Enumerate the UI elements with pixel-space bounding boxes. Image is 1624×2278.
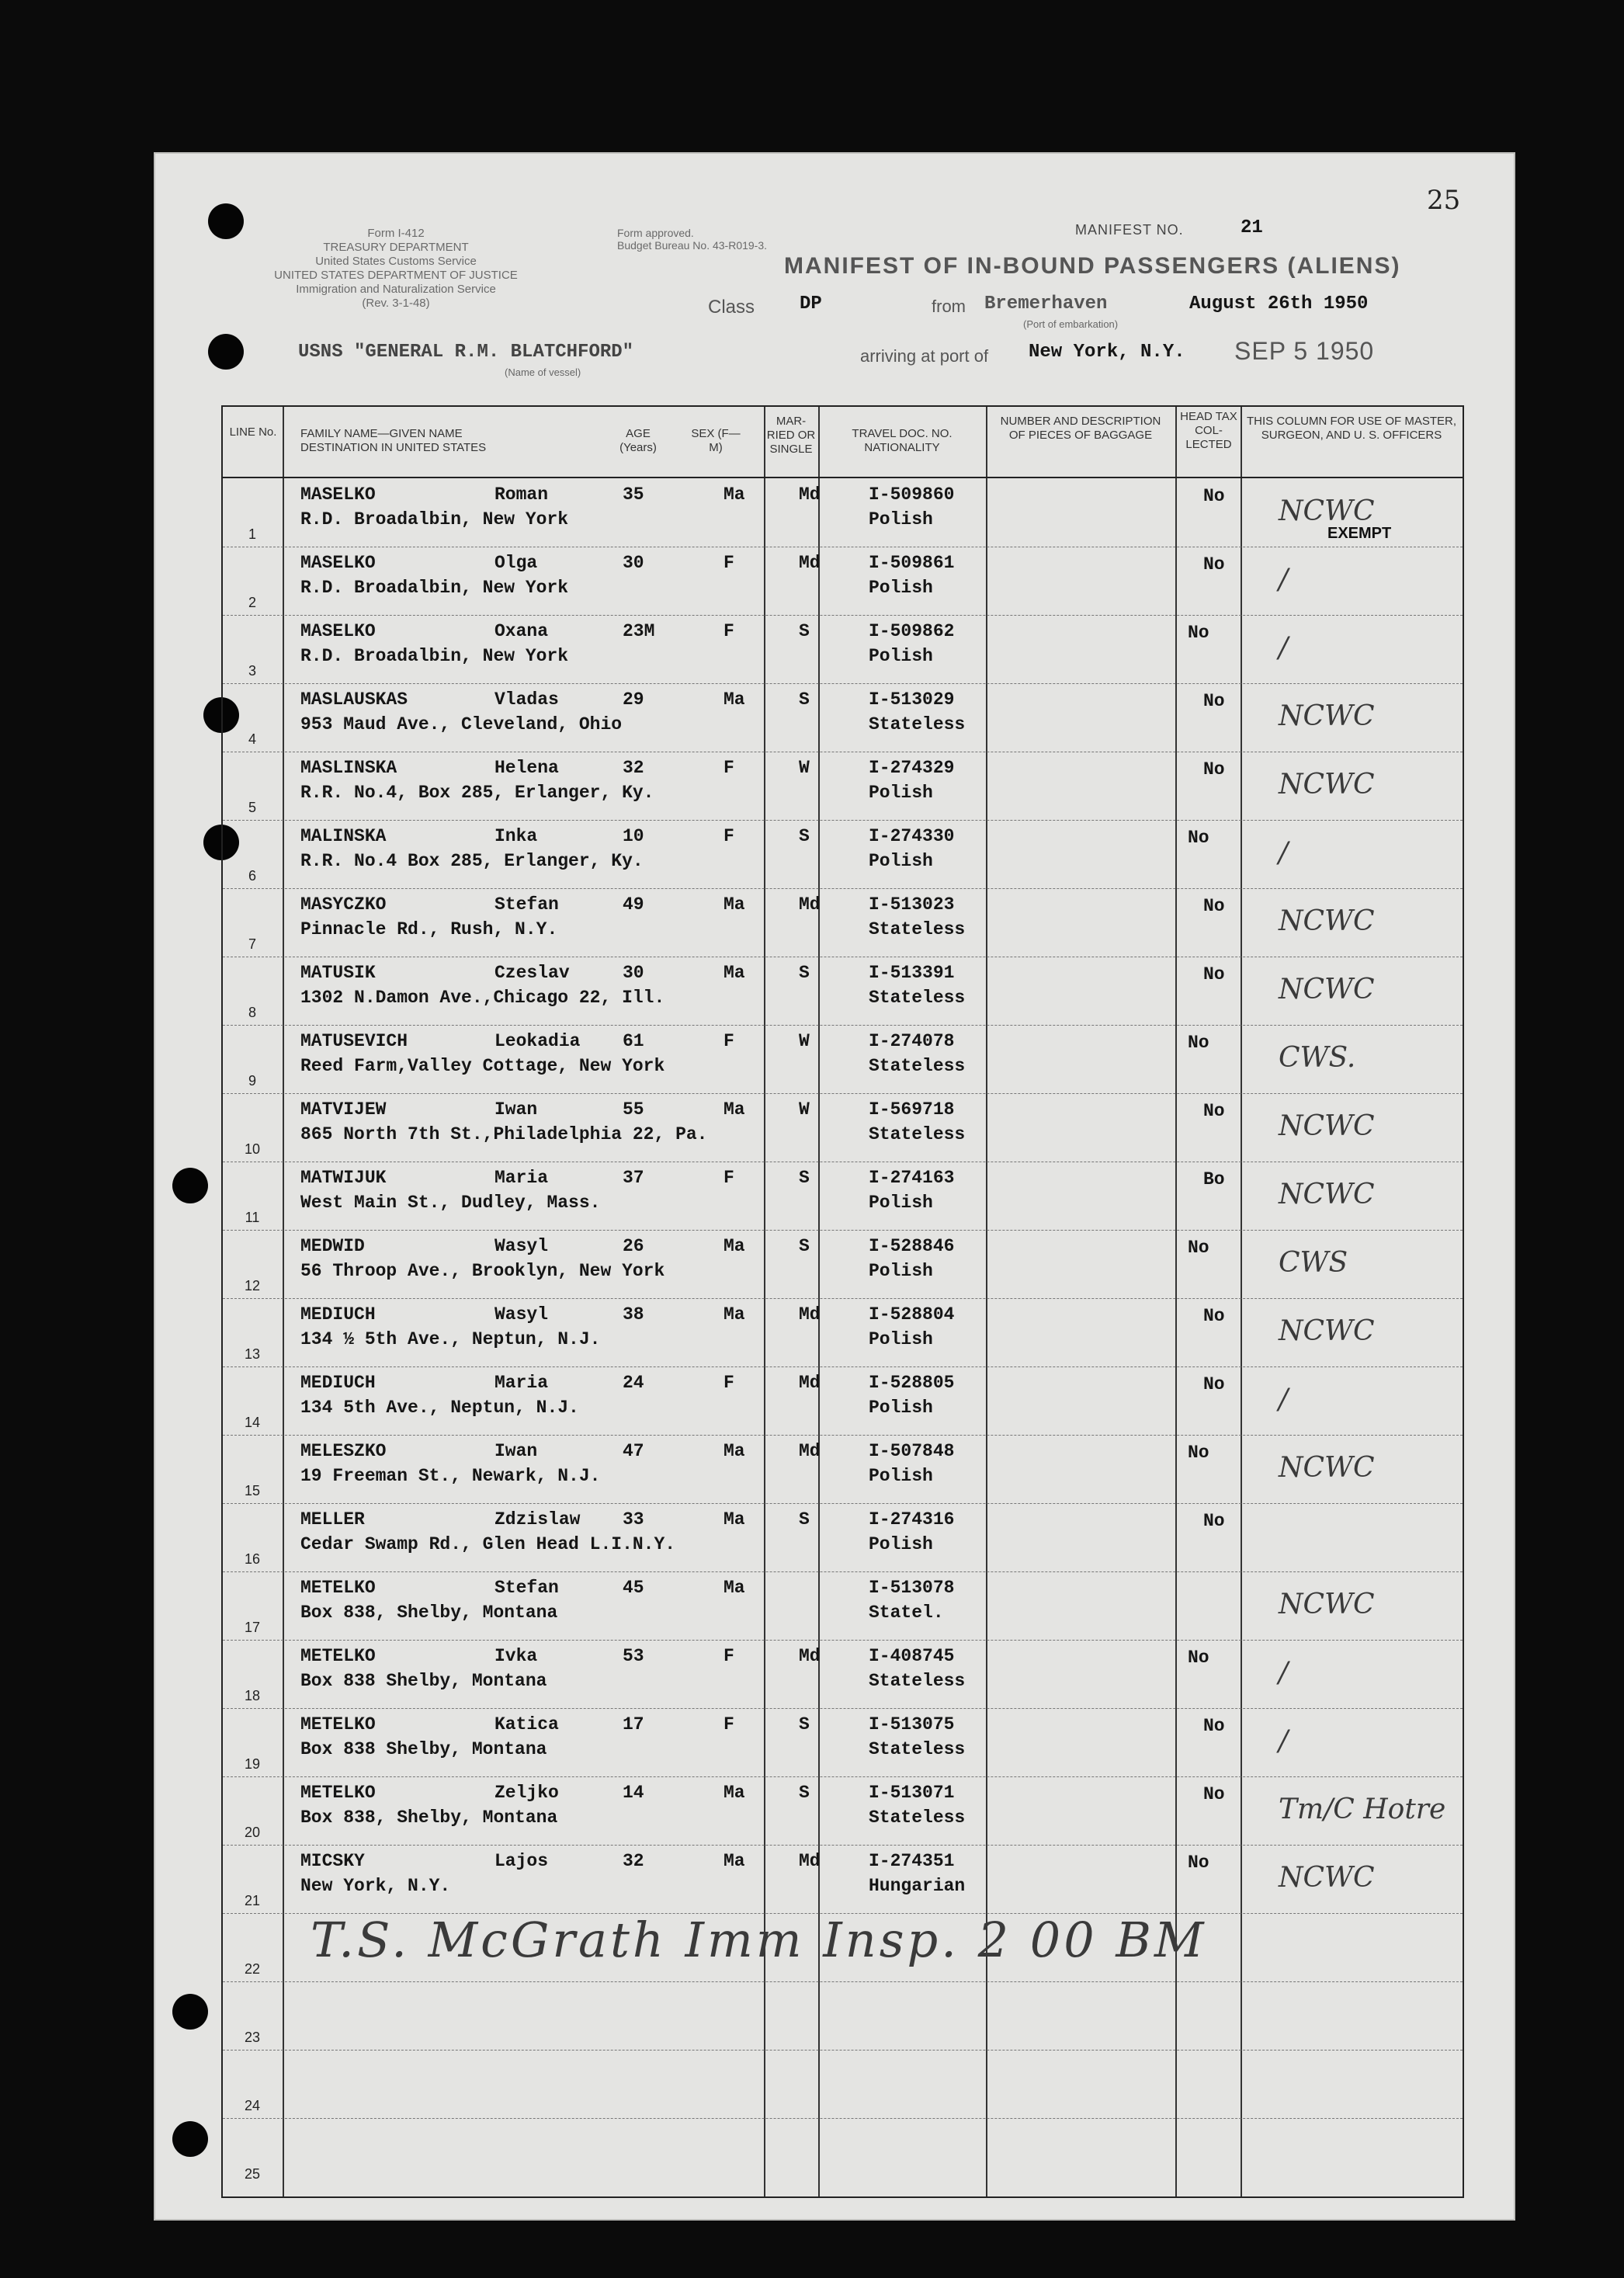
departure-date: August 26th 1950: [1189, 293, 1369, 314]
col-married: MAR-RIED OR SINGLE: [766, 415, 816, 456]
destination: Box 838, Shelby, Montana: [300, 1807, 558, 1828]
row-rule: [223, 1640, 1463, 1641]
age: 49: [623, 894, 644, 915]
officer-notation: NCWC: [1279, 1862, 1375, 1894]
marital-status: S: [799, 621, 810, 641]
given-name: Wasyl: [494, 1236, 549, 1256]
destination: 865 North 7th St.,Philadelphia 22, Pa.: [300, 1124, 708, 1144]
head-tax: No: [1203, 1716, 1225, 1736]
family-name: MEDIUCH: [300, 1304, 376, 1325]
page-number: 25: [1427, 185, 1461, 216]
form-header-line: Form I-412: [367, 227, 425, 240]
head-tax: No: [1188, 1443, 1209, 1463]
travel-doc-no: I-513029: [869, 689, 955, 710]
head-tax: No: [1203, 691, 1225, 711]
marital-status: Md: [799, 1851, 821, 1871]
sex: Ma: [724, 1851, 745, 1871]
officer-notation: /: [1279, 1384, 1289, 1415]
family-name: MATUSIK: [300, 963, 376, 983]
age: 24: [623, 1373, 644, 1393]
arrival-port: New York, N.Y.: [1029, 342, 1185, 363]
line-number: 20: [244, 1825, 261, 1840]
sex: F: [724, 621, 734, 641]
form-header: [210, 227, 582, 311]
line-number: 2: [248, 595, 256, 610]
binder-hole: [172, 1168, 208, 1203]
destination: Reed Farm,Valley Cottage, New York: [300, 1056, 665, 1076]
marital-status: S: [799, 1236, 810, 1256]
col-sex: SEX (F—M): [691, 427, 741, 454]
travel-doc-no: I-507848: [869, 1441, 955, 1461]
destination: New York, N.Y.: [300, 1876, 451, 1896]
marital-status: Md: [799, 553, 821, 573]
head-tax: No: [1203, 964, 1225, 984]
col-baggage: NUMBER AND DESCRIPTION OF PIECES OF BAGGAGE: [1000, 415, 1161, 442]
sex: Ma: [724, 1578, 745, 1598]
sex: Ma: [724, 1304, 745, 1325]
destination: R.D. Broadalbin, New York: [300, 646, 569, 666]
head-tax: No: [1203, 486, 1225, 506]
age: 47: [623, 1441, 644, 1461]
family-name: MEDWID: [300, 1236, 365, 1256]
officer-notation: NCWC: [1279, 1452, 1375, 1484]
age: 26: [623, 1236, 644, 1256]
travel-doc-no: I-274078: [869, 1031, 955, 1051]
row-rule: [223, 1503, 1463, 1504]
nationality: Polish: [869, 1466, 933, 1486]
age: 55: [623, 1099, 644, 1120]
header-rule: [223, 477, 1463, 478]
col-age: AGE (Years): [619, 427, 657, 454]
binder-hole: [172, 2121, 208, 2157]
given-name: Iwan: [494, 1099, 538, 1120]
line-number: 24: [244, 2098, 261, 2113]
line-number: 17: [244, 1620, 261, 1635]
head-tax: No: [1203, 1101, 1225, 1121]
age: 53: [623, 1646, 644, 1666]
head-tax: No: [1203, 896, 1225, 916]
destination: Pinnacle Rd., Rush, N.Y.: [300, 919, 558, 939]
row-rule: [223, 1776, 1463, 1777]
line-number: 7: [248, 936, 256, 952]
given-name: Inka: [494, 826, 538, 846]
given-name: Helena: [494, 758, 559, 778]
destination: 134 ½ 5th Ave., Neptun, N.J.: [300, 1329, 601, 1349]
head-tax: No: [1188, 1033, 1209, 1053]
family-name: METELKO: [300, 1646, 376, 1666]
column-divider: [1241, 407, 1242, 2196]
sex: Ma: [724, 1783, 745, 1803]
arrival-date-stamp: SEP 5 1950: [1234, 337, 1375, 365]
nationality: Polish: [869, 646, 933, 666]
given-name: Iwan: [494, 1441, 538, 1461]
col-line-no: LINE No.: [229, 425, 277, 439]
exempt-stamp: EXEMPT: [1327, 525, 1392, 542]
nationality: Stateless: [869, 988, 966, 1008]
line-number: 8: [248, 1005, 256, 1020]
travel-doc-no: I-513078: [869, 1578, 955, 1598]
marital-status: S: [799, 1168, 810, 1188]
line-number: 3: [248, 663, 256, 679]
row-rule: [223, 683, 1463, 684]
line-number: 22: [244, 1961, 261, 1977]
travel-doc-no: I-513391: [869, 963, 955, 983]
head-tax: Bo: [1203, 1169, 1225, 1189]
destination: 1302 N.Damon Ave.,Chicago 22, Ill.: [300, 988, 665, 1008]
sex: Ma: [724, 1236, 745, 1256]
family-name: MALINSKA: [300, 826, 387, 846]
from-label: from: [932, 297, 966, 316]
travel-doc-no: I-528804: [869, 1304, 955, 1325]
row-rule: [223, 1435, 1463, 1436]
nationality: Stateless: [869, 1124, 966, 1144]
travel-doc-no: I-513075: [869, 1714, 955, 1735]
row-rule: [223, 1366, 1463, 1367]
col-travel-doc: TRAVEL DOC. NO. NATIONALITY: [852, 427, 953, 454]
marital-status: Md: [799, 1441, 821, 1461]
manifest-title: MANIFEST OF IN-BOUND PASSENGERS (ALIENS): [784, 253, 1401, 279]
travel-doc-no: I-408745: [869, 1646, 955, 1666]
officer-notation: /: [1279, 1657, 1289, 1689]
inspector-signature: T.S. McGrath Imm Insp. 2 00 BM: [311, 1912, 1207, 1968]
destination: R.R. No.4 Box 285, Erlanger, Ky.: [300, 851, 644, 871]
class-label: Class: [708, 297, 755, 318]
form-approved-line: Form approved.: [617, 227, 694, 239]
destination: Box 838 Shelby, Montana: [300, 1671, 547, 1691]
travel-doc-no: I-274330: [869, 826, 955, 846]
class-value: DP: [800, 293, 822, 314]
age: 37: [623, 1168, 644, 1188]
age: 23M: [623, 621, 655, 641]
line-number: 19: [244, 1756, 261, 1772]
officer-notation: NCWC: [1279, 1179, 1375, 1210]
given-name: Leokadia: [494, 1031, 581, 1051]
sex: F: [724, 1031, 734, 1051]
age: 30: [623, 553, 644, 573]
nationality: Polish: [869, 509, 933, 530]
nationality: Polish: [869, 1261, 933, 1281]
row-rule: [223, 2118, 1463, 2119]
form-approved: [617, 227, 767, 252]
nationality: Hungarian: [869, 1876, 966, 1896]
age: 29: [623, 689, 644, 710]
row-rule: [223, 1025, 1463, 1026]
vessel-name: USNS "GENERAL R.M. BLATCHFORD": [298, 342, 634, 363]
age: 10: [623, 826, 644, 846]
head-tax: No: [1188, 623, 1209, 643]
line-number: 9: [248, 1073, 256, 1089]
nationality: Polish: [869, 578, 933, 598]
family-name: MASELKO: [300, 553, 376, 573]
from-value: Bremerhaven: [984, 293, 1108, 314]
line-number: 6: [248, 868, 256, 884]
nationality: Polish: [869, 1398, 933, 1418]
manifest-no-label: MANIFEST NO.: [1075, 222, 1184, 238]
sex: Ma: [724, 1441, 745, 1461]
marital-status: Md: [799, 1304, 821, 1325]
destination: R.R. No.4, Box 285, Erlanger, Ky.: [300, 783, 654, 803]
head-tax: No: [1203, 1374, 1225, 1394]
travel-doc-no: I-569718: [869, 1099, 955, 1120]
officer-notation: NCWC: [1279, 495, 1375, 527]
marital-status: S: [799, 1509, 810, 1530]
officer-notation: CWS.: [1279, 1042, 1356, 1074]
nationality: Polish: [869, 1193, 933, 1213]
line-number: 15: [244, 1483, 261, 1498]
head-tax: No: [1188, 1648, 1209, 1668]
head-tax: No: [1203, 1511, 1225, 1531]
destination: 134 5th Ave., Neptun, N.J.: [300, 1398, 579, 1418]
form-header-line: (Rev. 3-1-48): [362, 297, 430, 310]
row-rule: [223, 1093, 1463, 1094]
age: 35: [623, 484, 644, 505]
nationality: Polish: [869, 851, 933, 871]
travel-doc-no: I-528805: [869, 1373, 955, 1393]
age: 14: [623, 1783, 644, 1803]
line-number: 13: [244, 1346, 261, 1362]
form-header-line: United States Customs Service: [315, 255, 477, 268]
marital-status: Md: [799, 1646, 821, 1666]
row-rule: [223, 1845, 1463, 1846]
sex: Ma: [724, 894, 745, 915]
nationality: Statel.: [869, 1603, 944, 1623]
officer-notation: /: [1279, 632, 1289, 664]
row-rule: [223, 1571, 1463, 1572]
sex: Ma: [724, 1099, 745, 1120]
col-officers: THIS COLUMN FOR USE OF MASTER, SURGEON, AND U. S. OFFICERS: [1246, 415, 1456, 442]
given-name: Wasyl: [494, 1304, 549, 1325]
sex: F: [724, 1646, 734, 1666]
sex: Ma: [724, 484, 745, 505]
travel-doc-no: I-274329: [869, 758, 955, 778]
family-name: METELKO: [300, 1578, 376, 1598]
family-name: MASLINSKA: [300, 758, 397, 778]
age: 32: [623, 1851, 644, 1871]
head-tax: No: [1203, 1306, 1225, 1326]
arriving-label: arriving at port of: [860, 346, 989, 366]
line-number: 18: [244, 1688, 261, 1703]
destination: 953 Maud Ave., Cleveland, Ohio: [300, 714, 623, 734]
family-name: MASELKO: [300, 484, 376, 505]
sex: Ma: [724, 689, 745, 710]
marital-status: W: [799, 1031, 810, 1051]
family-name: MASELKO: [300, 621, 376, 641]
col-head-tax: HEAD TAX COL-LECTED: [1180, 410, 1237, 451]
nationality: Stateless: [869, 1739, 966, 1759]
given-name: Lajos: [494, 1851, 549, 1871]
head-tax: No: [1188, 828, 1209, 848]
officer-notation: /: [1279, 837, 1289, 869]
line-number: 25: [244, 2166, 261, 2182]
destination: Cedar Swamp Rd., Glen Head L.I.N.Y.: [300, 1534, 676, 1554]
age: 61: [623, 1031, 644, 1051]
family-name: MATVIJEW: [300, 1099, 387, 1120]
destination: R.D. Broadalbin, New York: [300, 509, 569, 530]
destination: R.D. Broadalbin, New York: [300, 578, 569, 598]
row-rule: [223, 888, 1463, 889]
family-name: MICSKY: [300, 1851, 365, 1871]
given-name: Olga: [494, 553, 538, 573]
given-name: Zeljko: [494, 1783, 559, 1803]
given-name: Katica: [494, 1714, 559, 1735]
sex: Ma: [724, 1509, 745, 1530]
marital-status: W: [799, 1099, 810, 1120]
form-header-line: UNITED STATES DEPARTMENT OF JUSTICE: [274, 269, 518, 282]
travel-doc-no: I-513023: [869, 894, 955, 915]
officer-notation: NCWC: [1279, 1315, 1375, 1347]
row-rule: [223, 820, 1463, 821]
given-name: Stefan: [494, 894, 559, 915]
marital-status: S: [799, 1783, 810, 1803]
age: 32: [623, 758, 644, 778]
marital-status: S: [799, 1714, 810, 1735]
manifest-no: 21: [1241, 217, 1263, 238]
family-name: MATWIJUK: [300, 1168, 387, 1188]
given-name: Maria: [494, 1373, 549, 1393]
travel-doc-no: I-509860: [869, 484, 955, 505]
given-name: Zdzislaw: [494, 1509, 581, 1530]
family-name: MASYCZKO: [300, 894, 387, 915]
line-number: 12: [244, 1278, 261, 1294]
nationality: Polish: [869, 1534, 933, 1554]
age: 30: [623, 963, 644, 983]
head-tax: No: [1188, 1853, 1209, 1873]
travel-doc-no: I-274316: [869, 1509, 955, 1530]
row-rule: [223, 615, 1463, 616]
row-rule: [223, 2050, 1463, 2051]
family-name: MELESZKO: [300, 1441, 387, 1461]
family-name: MATUSEVICH: [300, 1031, 408, 1051]
col-name: FAMILY NAME—GIVEN NAME DESTINATION IN UNITED STATES: [300, 427, 487, 454]
nationality: Stateless: [869, 919, 966, 939]
marital-status: S: [799, 963, 810, 983]
age: 33: [623, 1509, 644, 1530]
marital-status: S: [799, 689, 810, 710]
given-name: Vladas: [494, 689, 559, 710]
officer-notation: NCWC: [1279, 1589, 1375, 1620]
line-number: 5: [248, 800, 256, 815]
head-tax: No: [1203, 759, 1225, 780]
head-tax: No: [1203, 1784, 1225, 1804]
family-name: METELKO: [300, 1714, 376, 1735]
sex: F: [724, 1168, 734, 1188]
destination: 56 Throop Ave., Brooklyn, New York: [300, 1261, 665, 1281]
travel-doc-no: I-509862: [869, 621, 955, 641]
given-name: Oxana: [494, 621, 549, 641]
binder-hole: [208, 334, 244, 370]
given-name: Maria: [494, 1168, 549, 1188]
destination: Box 838 Shelby, Montana: [300, 1739, 547, 1759]
travel-doc-no: I-513071: [869, 1783, 955, 1803]
nationality: Polish: [869, 1329, 933, 1349]
nationality: Stateless: [869, 714, 966, 734]
column-divider: [283, 407, 284, 2196]
officer-notation: NCWC: [1279, 700, 1375, 732]
sex: F: [724, 1373, 734, 1393]
embarkation-label: (Port of embarkation): [1023, 318, 1119, 330]
head-tax: No: [1203, 554, 1225, 575]
sex: F: [724, 553, 734, 573]
given-name: Ivka: [494, 1646, 538, 1666]
destination: Box 838, Shelby, Montana: [300, 1603, 558, 1623]
travel-doc-no: I-274163: [869, 1168, 955, 1188]
nationality: Stateless: [869, 1807, 966, 1828]
officer-notation: NCWC: [1279, 905, 1375, 937]
family-name: METELKO: [300, 1783, 376, 1803]
sex: F: [724, 1714, 734, 1735]
row-rule: [223, 1708, 1463, 1709]
form-header-line: TREASURY DEPARTMENT: [323, 241, 469, 254]
head-tax: No: [1188, 1238, 1209, 1258]
vessel-label: (Name of vessel): [505, 366, 581, 378]
marital-status: Md: [799, 484, 821, 505]
family-name: MELLER: [300, 1509, 365, 1530]
row-rule: [223, 1981, 1463, 1982]
officer-notation: /: [1279, 1725, 1289, 1757]
marital-status: S: [799, 826, 810, 846]
nationality: Stateless: [869, 1056, 966, 1076]
line-number: 4: [248, 731, 256, 747]
given-name: Czeslav: [494, 963, 570, 983]
given-name: Stefan: [494, 1578, 559, 1598]
form-header-line: Immigration and Naturalization Service: [296, 283, 496, 296]
line-number: 14: [244, 1415, 261, 1430]
line-number: 11: [245, 1210, 260, 1225]
destination: 19 Freeman St., Newark, N.J.: [300, 1466, 601, 1486]
age: 17: [623, 1714, 644, 1735]
line-number: 23: [244, 2030, 261, 2045]
form-approved-line: Budget Bureau No. 43-R019-3.: [617, 239, 768, 252]
line-number: 10: [244, 1141, 261, 1157]
nationality: Stateless: [869, 1671, 966, 1691]
marital-status: Md: [799, 1373, 821, 1393]
age: 38: [623, 1304, 644, 1325]
officer-notation: Tm/C Hotre: [1279, 1794, 1446, 1825]
officer-notation: NCWC: [1279, 974, 1375, 1005]
line-number: 1: [248, 526, 256, 542]
officer-notation: CWS: [1279, 1247, 1348, 1279]
line-number: 16: [244, 1551, 261, 1567]
officer-notation: NCWC: [1279, 1110, 1375, 1142]
row-rule: [223, 1230, 1463, 1231]
sex: F: [724, 758, 734, 778]
travel-doc-no: I-274351: [869, 1851, 955, 1871]
travel-doc-no: I-528846: [869, 1236, 955, 1256]
officer-notation: NCWC: [1279, 769, 1375, 800]
family-name: MASLAUSKAS: [300, 689, 408, 710]
sex: Ma: [724, 963, 745, 983]
officer-notation: /: [1279, 564, 1289, 596]
marital-status: Md: [799, 894, 821, 915]
sex: F: [724, 826, 734, 846]
row-rule: [223, 1298, 1463, 1299]
age: 45: [623, 1578, 644, 1598]
nationality: Polish: [869, 783, 933, 803]
binder-hole: [172, 1994, 208, 2030]
destination: West Main St., Dudley, Mass.: [300, 1193, 601, 1213]
given-name: Roman: [494, 484, 549, 505]
marital-status: W: [799, 758, 810, 778]
travel-doc-no: I-509861: [869, 553, 955, 573]
line-number: 21: [244, 1893, 261, 1908]
family-name: MEDIUCH: [300, 1373, 376, 1393]
